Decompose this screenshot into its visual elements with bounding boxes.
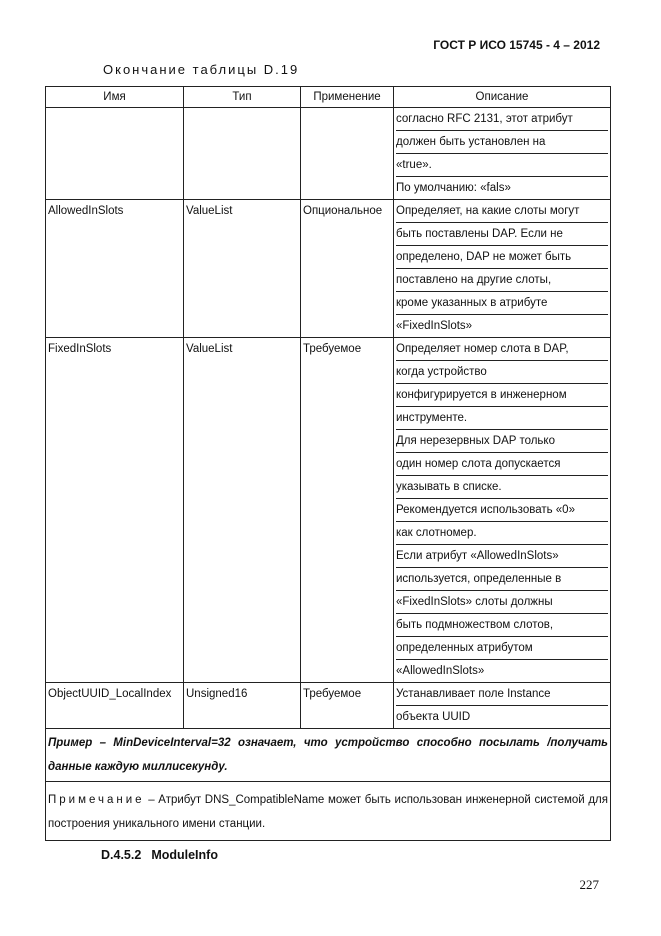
description-line: «FixedInSlots» (396, 320, 473, 332)
column-header-usage: Применение (301, 87, 394, 108)
example-row (46, 729, 611, 782)
note-text: – Атрибут DNS_CompatibleName может быть использован инженерной системой для построения уникального имени станции. (48, 794, 608, 830)
description-line: когда устройство (396, 361, 608, 384)
cell-type (184, 108, 301, 200)
cell-usage-text: Требуемое (303, 343, 362, 355)
cell-usage (301, 683, 394, 729)
description-line: быть подмножеством слотов, (396, 614, 608, 637)
cell-usage-text: Требуемое (303, 688, 362, 700)
table-header-row (46, 87, 611, 108)
cell-name (46, 683, 184, 729)
note-cell (46, 782, 611, 841)
example-text: Пример – MinDeviceInterval=32 означает, что устройство способно посылать /получать данные каждую миллисекунду. (46, 729, 611, 782)
description-line: Устанавливает поле Instance (396, 683, 608, 706)
section-title: ModuleInfo (151, 848, 218, 862)
cell-name (46, 338, 184, 683)
description-line: конфигурируется в инженерном (396, 384, 608, 407)
cell-name-text: FixedInSlots (48, 343, 112, 355)
attributes-table (45, 86, 611, 841)
section-number: D.4.5.2 (101, 848, 142, 862)
cell-type-text: ValueList (186, 205, 233, 217)
description-line: поставлено на другие слоты, (396, 269, 608, 292)
description-line: Определяет, на какие слоты могут (396, 200, 608, 223)
description-line: «AllowedInSlots» (396, 665, 485, 677)
description-line: как слотномер. (396, 522, 608, 545)
column-header-description: Описание (394, 87, 611, 108)
cell-type-text: ValueList (186, 343, 233, 355)
table-row (46, 683, 611, 729)
table-row (46, 200, 611, 338)
cell-name-text (48, 108, 183, 130)
description-line: «FixedInSlots» слоты должны (396, 591, 608, 614)
description-line: По умолчанию: «fals» (396, 182, 511, 194)
cell-name (46, 200, 184, 338)
cell-type (184, 338, 301, 683)
cell-description (394, 338, 611, 683)
note-row (46, 782, 611, 841)
description-line: указывать в списке. (396, 476, 608, 499)
cell-description (394, 683, 611, 729)
description-line: определенных атрибутом (396, 637, 608, 660)
description-line: объекта UUID (396, 711, 471, 723)
description-line: Рекомендуется использовать «0» (396, 499, 608, 522)
description-line: кроме указанных в атрибуте (396, 292, 608, 315)
cell-type-text (186, 108, 300, 130)
description-line: определено, DAP не может быть (396, 246, 608, 269)
description-line: согласно RFC 2131, этот атрибут (396, 108, 608, 131)
cell-name-text: ObjectUUID_LocalIndex (48, 688, 172, 700)
description-line: используется, определенные в (396, 568, 608, 591)
page-number: 227 (579, 877, 599, 892)
cell-name-text: AllowedInSlots (48, 205, 124, 217)
description-line: инструменте. (396, 407, 608, 430)
column-header-name: Имя (46, 87, 184, 108)
note-label: Примечание (48, 794, 145, 806)
cell-description (394, 108, 611, 200)
table-row (46, 108, 611, 200)
description-line: «true». (396, 154, 608, 177)
standard-header: ГОСТ Р ИСО 15745 - 4 – 2012 (433, 38, 600, 52)
cell-usage-text: Опциональное (303, 205, 383, 217)
cell-type-text: Unsigned16 (186, 688, 248, 700)
description-line: Если атрибут «AllowedInSlots» (396, 545, 608, 568)
description-line: быть поставлены DAP. Если не (396, 223, 608, 246)
table-caption: Окончание таблицы D.19 (103, 62, 300, 77)
section-heading (101, 848, 218, 862)
cell-usage (301, 108, 394, 200)
description-line: должен быть установлен на (396, 131, 608, 154)
description-line: Определяет номер слота в DAP, (396, 338, 608, 361)
description-line: один номер слота допускается (396, 453, 608, 476)
cell-type (184, 683, 301, 729)
cell-usage-text (303, 108, 393, 130)
cell-usage (301, 338, 394, 683)
description-line: Для нерезервных DAP только (396, 430, 608, 453)
cell-name (46, 108, 184, 200)
cell-usage (301, 200, 394, 338)
cell-type (184, 200, 301, 338)
column-header-type: Тип (184, 87, 301, 108)
table-row (46, 338, 611, 683)
cell-description (394, 200, 611, 338)
